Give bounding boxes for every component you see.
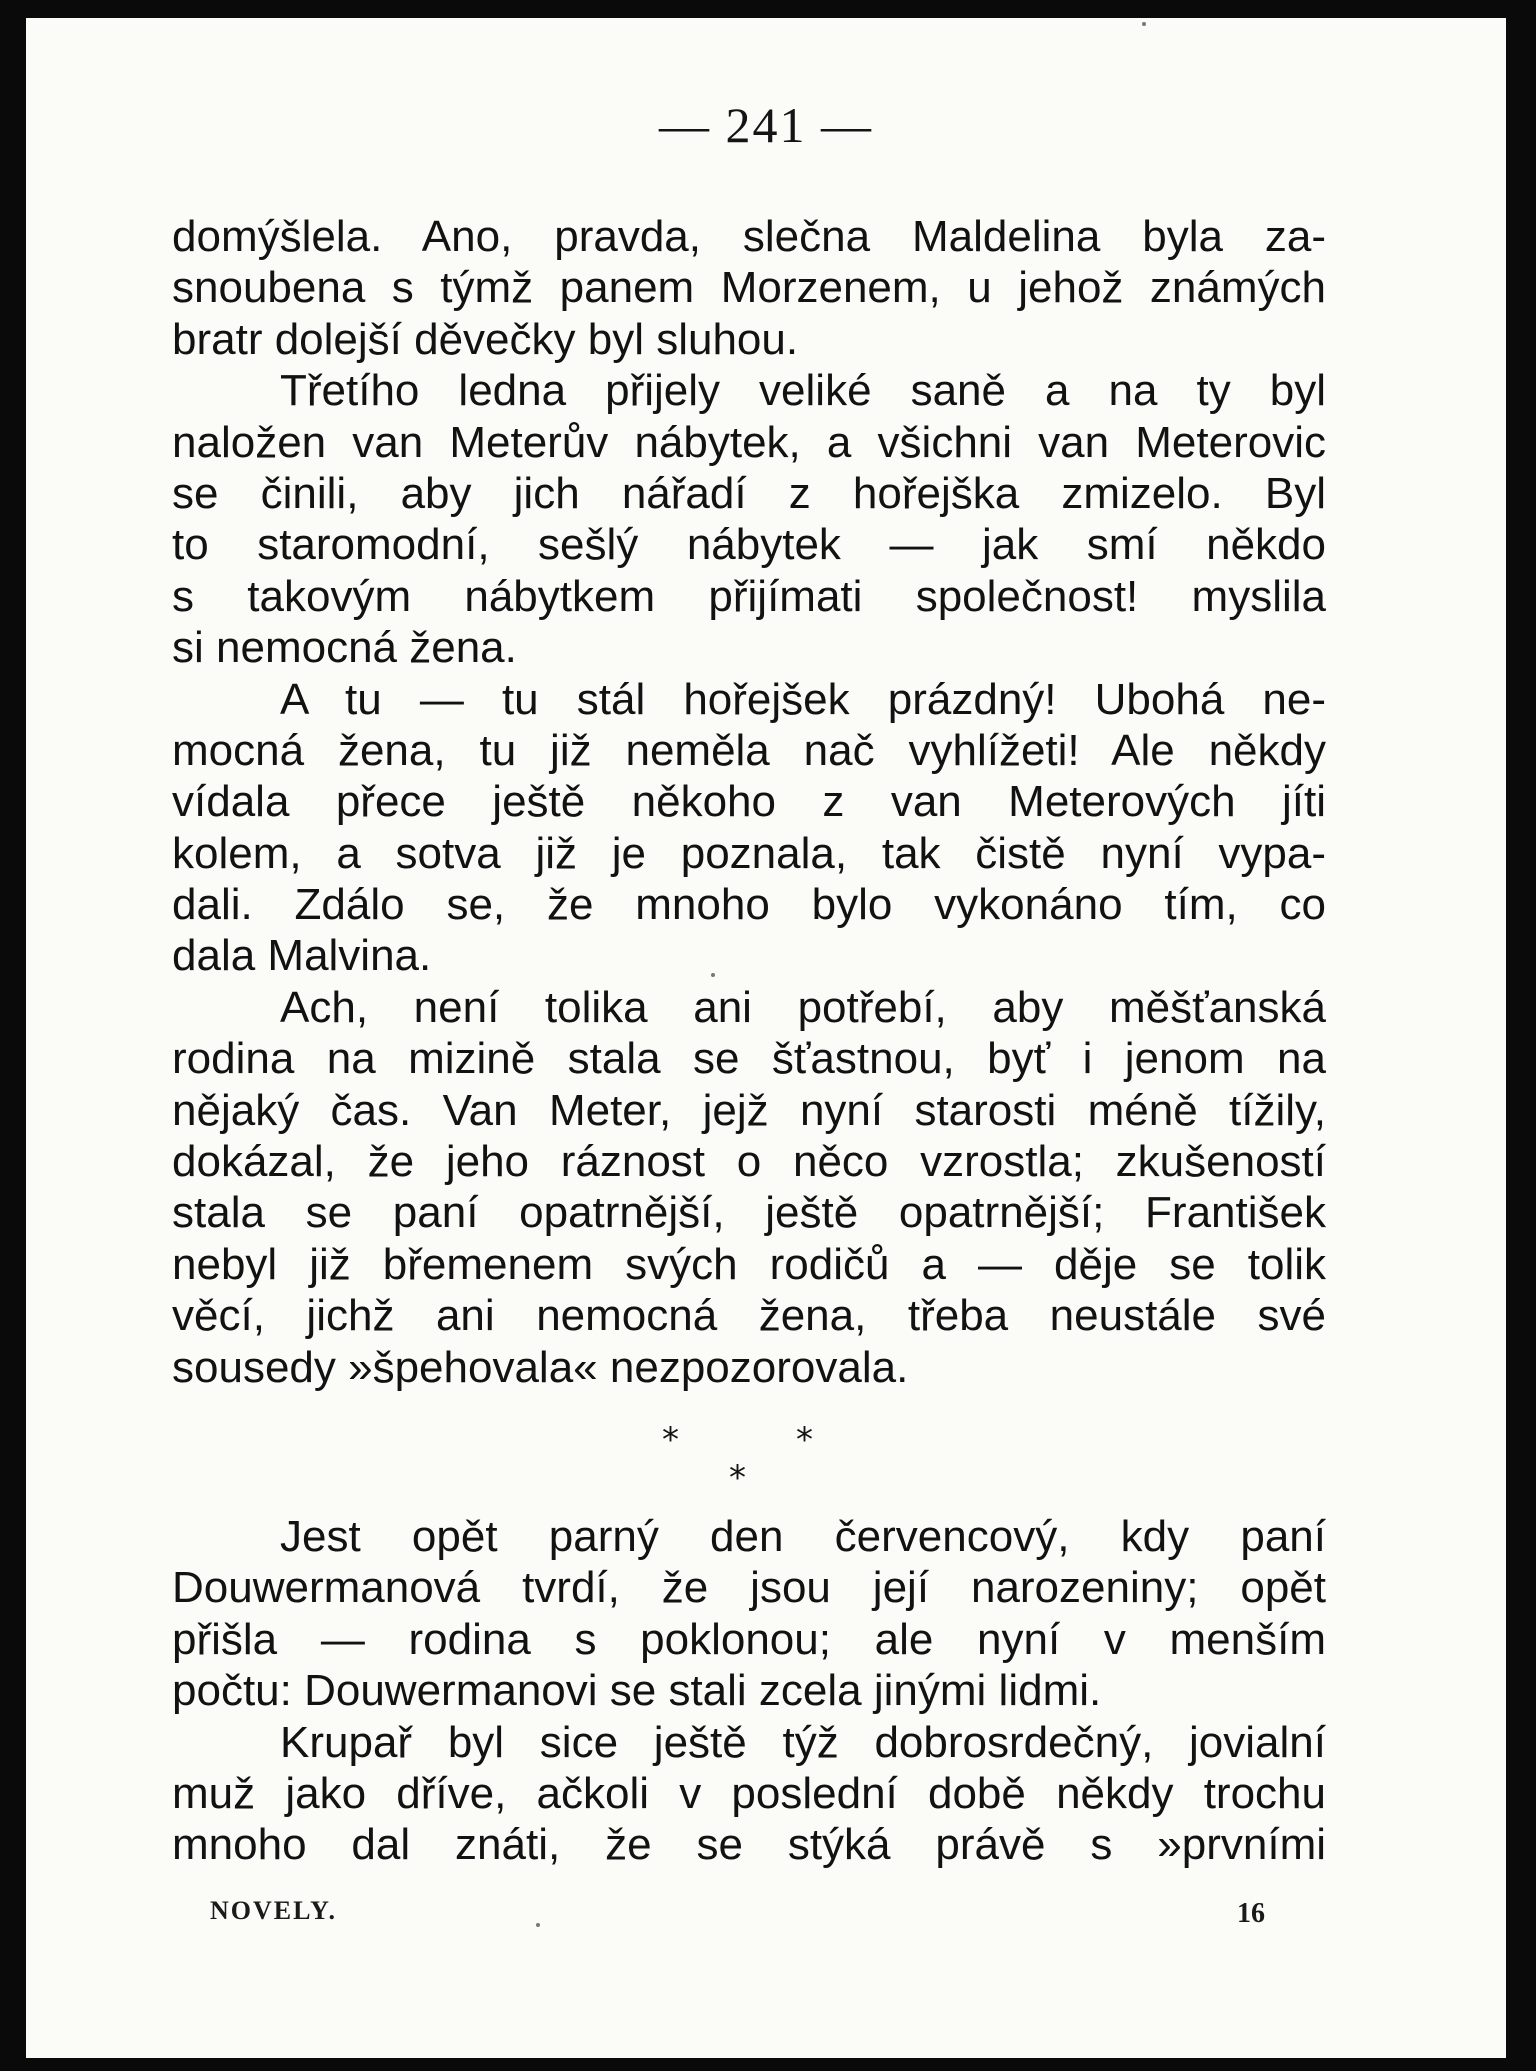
paper-speck xyxy=(536,1923,540,1927)
text-line: nebyl již břemenem svých rodičů a — děje se tolik xyxy=(172,1239,1326,1289)
book-page xyxy=(26,18,1506,2058)
text-line: počtu: Douwermanovi se stali zcela jinými lidmi. xyxy=(172,1666,1102,1716)
text-line: mnoho dal znáti, že se stýká právě s »prvními xyxy=(172,1820,1326,1870)
text-line: Jest opět parný den červencový, kdy paní xyxy=(280,1512,1326,1561)
text-line: snoubena s týmž panem Morzenem, u jehož známých xyxy=(172,263,1326,313)
text-line: bratr dolejší děvečky byl sluhou. xyxy=(172,314,799,364)
text-line: Třetího ledna přijely veliké saně a na ty byl xyxy=(280,366,1326,416)
text-line: kolem, a sotva již je poznala, tak čistě nyní vypa- xyxy=(172,828,1326,878)
text-line: to staromodní, sešlý nábytek — jak smí někdo xyxy=(172,520,1326,570)
text-line: věcí, jichž ani nemocná žena, třeba neustále své xyxy=(172,1291,1326,1341)
text-line: přišla — rodina s poklonou; ale nyní v menším xyxy=(172,1614,1326,1664)
separator-asterisk: * xyxy=(662,1420,679,1460)
text-line: Krupař byl sice ještě týž dobrosrdečný, jovialní xyxy=(280,1717,1326,1767)
text-line: mocná žena, tu již neměla nač vyhlížeti! Ale někdy xyxy=(172,725,1326,775)
text-line: dala Malvina. xyxy=(172,931,432,981)
text-line: rodina na mizině stala se šťastnou, byť i jenom na xyxy=(172,1034,1326,1084)
text-line: si nemocná žena. xyxy=(172,623,517,673)
text-line: sousedy »špehovala« nezpozorovala. xyxy=(172,1342,909,1392)
text-line: domýšlela. Ano, pravda, slečna Maldelina byla za- xyxy=(172,212,1326,261)
footer-sheet-number: 16 xyxy=(1237,1898,1265,1929)
text-line: stala se paní opatrnější, ještě opatrnější; František xyxy=(172,1188,1326,1238)
text-line: nějaký čas. Van Meter, jejž nyní starosti méně tížily, xyxy=(172,1085,1326,1135)
footer-signature-mark: NOVELY. xyxy=(210,1896,337,1925)
text-block-main xyxy=(172,211,1326,1393)
text-line: s takovým nábytkem přijímati společnost! myslila xyxy=(172,571,1326,621)
text-line: dokázal, že jeho ráznost o něco vzrostla; zkušeností xyxy=(172,1137,1326,1187)
paper-speck xyxy=(711,973,715,977)
text-line: Douwermanová tvrdí, že jsou její narozeniny; opět xyxy=(172,1563,1326,1613)
text-block-continued xyxy=(172,1511,1326,1871)
separator-asterisk: * xyxy=(796,1420,813,1460)
text-line: se činili, aby jich nářadí z hořejška zmizelo. Byl xyxy=(172,468,1326,518)
separator-asterisk: * xyxy=(729,1458,746,1498)
text-line: A tu — tu stál hořejšek prázdný! Ubohá ne- xyxy=(280,674,1326,724)
text-line: naložen van Meterův nábytek, a všichni van Meterovic xyxy=(172,417,1326,467)
paper-speck xyxy=(1142,22,1146,26)
page-number: — 241 — xyxy=(659,97,873,153)
section-separator xyxy=(26,1420,1506,1498)
text-line: muž jako dříve, ačkoli v poslední době někdy trochu xyxy=(172,1768,1326,1818)
text-line: Ach, není tolika ani potřebí, aby měšťanská xyxy=(280,982,1326,1032)
text-line: dali. Zdálo se, že mnoho bylo vykonáno tím, co xyxy=(172,880,1326,930)
text-line: vídala přece ještě někoho z van Meterových jíti xyxy=(172,777,1326,827)
